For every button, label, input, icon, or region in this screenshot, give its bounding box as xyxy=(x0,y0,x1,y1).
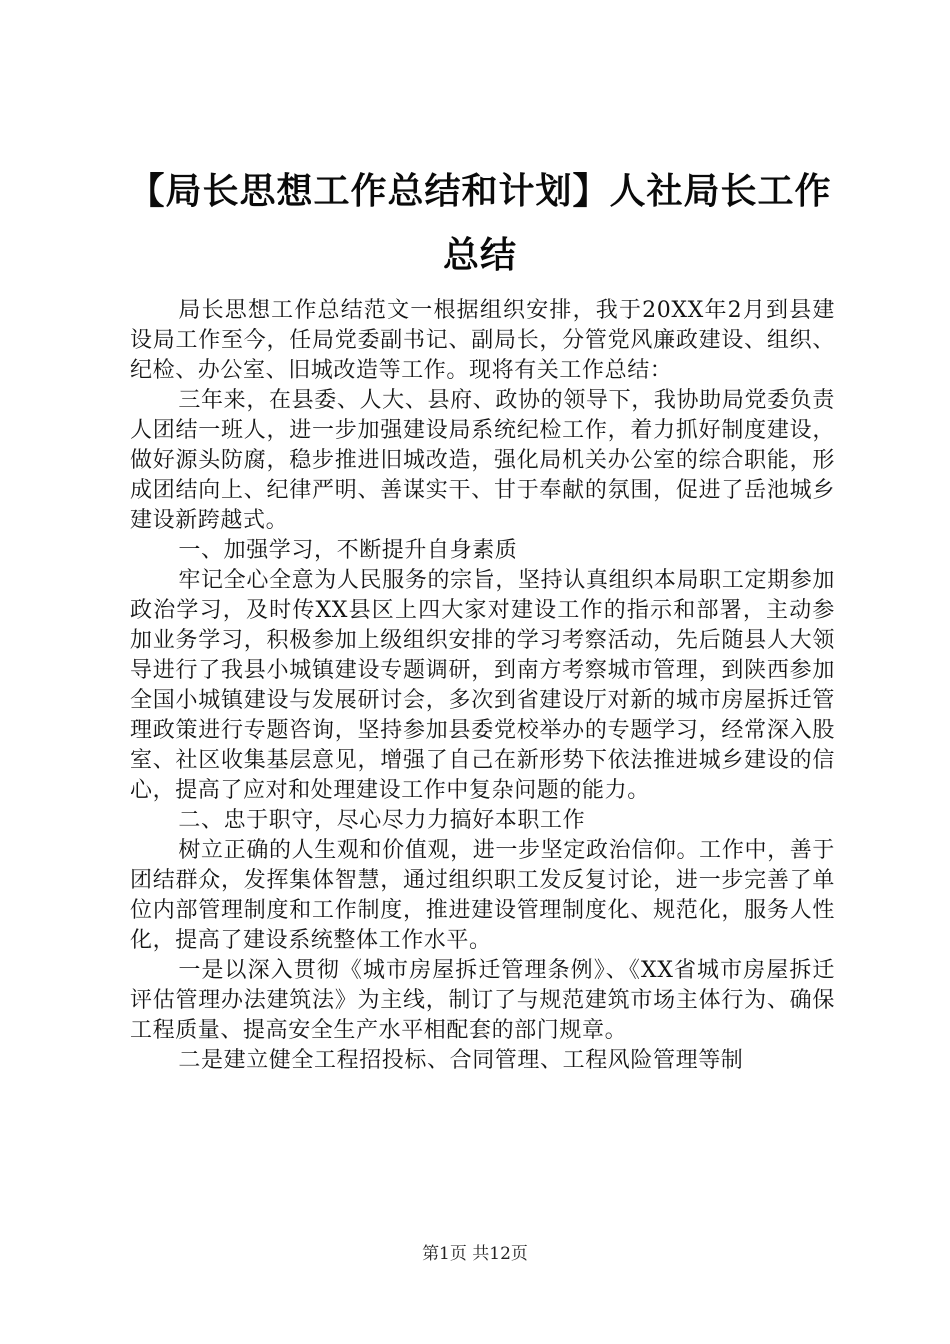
section-heading-1: 一、加强学习，不断提升自身素质 xyxy=(178,538,518,563)
document-body xyxy=(130,296,835,1076)
paragraph-study: 牢记全心全意为人民服务的宗旨，坚持认真组织本局职工定期参加政治学习，及时传XX县区上四大家对建设工作的指示和部署，主动参加业务学习，积极参加上级组织安排的学习考察活动，先后随县人大领导进行了我县小城镇建设专题调研，到南方考察城市管理，到陕西参加全国小城镇建设与发展研讨会，多次到省建设厅对新的城市房屋拆迁管理政策进行专题咨询，坚持参加县委党校举办的专题学习，经常深入股室、社区收集基层意见，增强了自己在新形势下依法推进城乡建设的信心，提高了应对和处理建设工作中复杂问题的能力。 xyxy=(130,568,835,803)
paragraph-duty: 树立正确的人生观和价值观，进一步坚定政治信仰。工作中，善于团结群众，发挥集体智慧，通过组织职工发反复讨论，进一步完善了单位内部管理制度和工作制度，推进建设管理制度化、规范化，服务人性化，提高了建设系统整体工作水平。 xyxy=(130,838,835,953)
page-footer xyxy=(0,1243,950,1265)
paragraph-point-2: 二是建立健全工程招投标、合同管理、工程风险管理等制 xyxy=(178,1048,744,1073)
paragraph-intro: 局长思想工作总结范文一根据组织安排，我于20XX年2月到县建设局工作至今，任局党委副书记、副局长，分管党风廉政建设、组织、纪检、办公室、旧城改造等工作。现将有关工作总结： xyxy=(130,298,835,383)
page-number-label: 第1页 共12页 xyxy=(422,1244,528,1264)
paragraph-point-1: 一是以深入贯彻《城市房屋拆迁管理条例》、《XX省城市房屋拆迁评估管理办法建筑法》为主线，制订了与规范建筑市场主体行为、确保工程质量、提高安全生产水平相配套的部门规章。 xyxy=(130,958,835,1043)
document-title: 【局长思想工作总结和计划】人社局长工作总结 xyxy=(128,171,832,276)
section-heading-2: 二、忠于职守，尽心尽力力搞好本职工作 xyxy=(178,808,586,833)
paragraph-overview: 三年来，在县委、人大、县府、政协的领导下，我协助局党委负责人团结一班人，进一步加强建设局系统纪检工作，着力抓好制度建设，做好源头防腐，稳步推进旧城改造，强化局机关办公室的综合职能，形成团结向上、纪律严明、善谋实干、甘于奉献的氛围，促进了岳池城乡建设新跨越式。 xyxy=(130,388,835,533)
